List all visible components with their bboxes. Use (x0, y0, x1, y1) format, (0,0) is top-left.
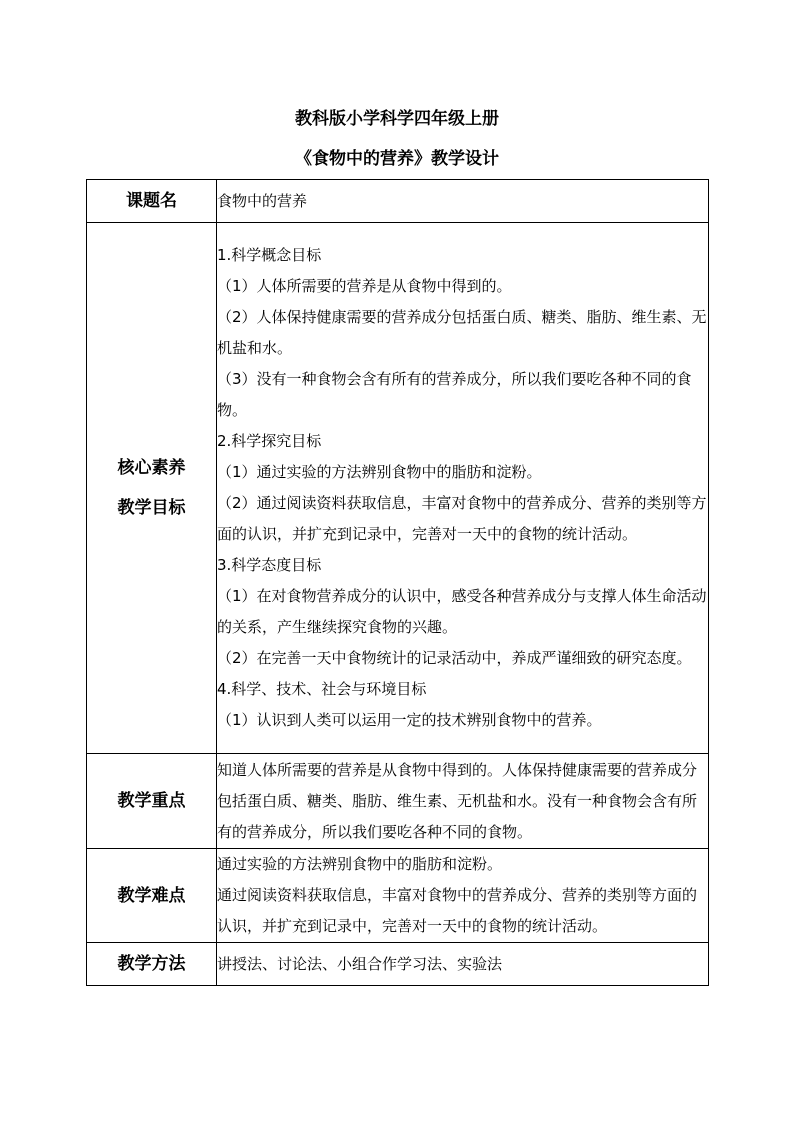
document-title: 教科版小学科学四年级上册 (295, 109, 499, 129)
goals-line: 3.科学态度目标 (217, 556, 322, 574)
goals-line: （1）通过实验的方法辨别食物中的脂肪和淀粉。 (217, 463, 542, 481)
goals-label-line2: 教学目标 (117, 498, 186, 518)
topic-value: 食物中的营养 (217, 180, 709, 223)
topic-label: 课题名 (87, 180, 217, 223)
goals-line: （1）在对食物营养成分的认识中，感受各种营养成分与支撑人体生命活动的关系，产生继续探究食物的兴趣。 (217, 587, 707, 636)
goals-line: （1）人体所需要的营养是从食物中得到的。 (217, 277, 512, 295)
table-row-key-points (87, 754, 709, 849)
key-points-text: 知道人体所需要的营养是从食物中得到的。人体保持健康需要的营养成分包括蛋白质、糖类、脂肪、维生素、无机盐和水。没有一种食物会含有所有的营养成分，所以我们要吃各种不同的食物。 (217, 754, 709, 849)
difficulties-content (217, 849, 709, 943)
goals-content (217, 223, 709, 754)
methods-text: 讲授法、讨论法、小组合作学习法、实验法 (217, 943, 709, 986)
goals-label-line1: 核心素养 (117, 458, 186, 478)
goals-line: 1.科学概念目标 (217, 246, 322, 264)
table-row-methods (87, 943, 709, 986)
table-row-goals (87, 223, 709, 754)
goals-line: 2.科学探究目标 (217, 432, 322, 450)
document-subtitle: 《食物中的营养》教学设计 (295, 149, 499, 169)
goals-line: （1）认识到人类可以运用一定的技术辨别食物中的营养。 (217, 711, 602, 729)
goals-line: 4.科学、技术、社会与环境目标 (217, 680, 427, 698)
table-row-difficulties (87, 849, 709, 943)
key-points-label: 教学重点 (87, 754, 217, 849)
table-row-topic (87, 180, 709, 223)
difficulties-line: 通过实验的方法辨别食物中的脂肪和淀粉。 (217, 855, 503, 873)
goals-line: （2）通过阅读资料获取信息，丰富对食物中的营养成分、营养的类别等方面的认识，并扩充到记录中，完善对一天中的食物的统计活动。 (217, 494, 707, 543)
goals-line: （2）在完善一天中食物统计的记录活动中，养成严谨细致的研究态度。 (217, 649, 692, 667)
methods-label: 教学方法 (87, 943, 217, 986)
goals-line: （2）人体保持健康需要的营养成分包括蛋白质、糖类、脂肪、维生素、无机盐和水。 (217, 308, 707, 357)
goals-label (87, 223, 217, 754)
lesson-plan-table (86, 179, 709, 986)
difficulties-line: 通过阅读资料获取信息，丰富对食物中的营养成分、营养的类别等方面的认识，并扩充到记录中，完善对一天中的食物的统计活动。 (217, 886, 698, 935)
difficulties-label: 教学难点 (87, 849, 217, 943)
goals-line: （3）没有一种食物会含有所有的营养成分，所以我们要吃各种不同的食物。 (217, 370, 692, 419)
